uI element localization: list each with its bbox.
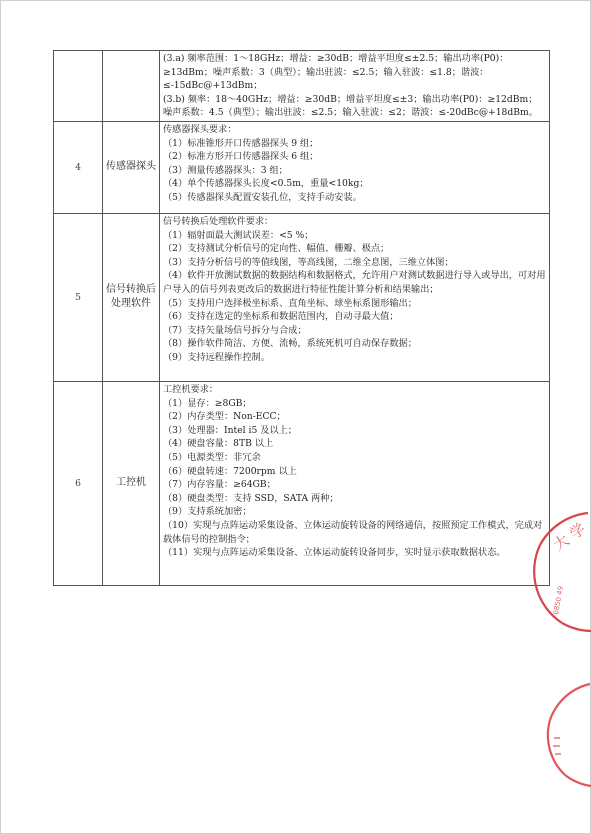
item-name: 工控机: [103, 381, 160, 585]
item-name: [103, 51, 160, 122]
table-row: [54, 51, 550, 122]
table-row: [54, 381, 550, 585]
requirement-line: （9）支持系统加密；: [163, 506, 252, 518]
requirement-line: （1）标准锥形开口传感器探头 9 组；: [163, 137, 319, 149]
row-number: [54, 51, 103, 122]
item-name: 信号转换后处理软件: [103, 213, 160, 381]
requirement-line: （6）支持在选定的坐标系和数据范围内，自动寻最大值；: [163, 311, 399, 323]
requirement-line: （3）测量传感器探头：3 组；: [163, 164, 288, 176]
item-name: 传感器探头: [103, 121, 160, 213]
spec-table-body: [54, 51, 550, 586]
requirement-line: （10）实现与点阵运动采集设备、立体运动旋转设备的网络通信，按照预定工作模式，完成对载体信号的控制指令；: [163, 519, 543, 545]
requirement-line: 信号转换后处理软件要求：: [163, 215, 274, 227]
requirement-line: （4）单个传感器探头长度<0.5m，重量<10kg；: [163, 178, 369, 190]
requirement-line: （2）内存类型：Non-ECC；: [163, 411, 286, 423]
spec-table: [53, 50, 550, 586]
requirement-line: （11）实现与点阵运动采集设备、立体运动旋转设备同步，实时显示获取数据状态。: [163, 547, 506, 559]
requirement-line: （8）操作软件简洁、方便、流畅，系统死机可自动保存数据；: [163, 338, 417, 350]
item-requirements: [160, 381, 550, 585]
requirement-line: （2）支持测试分析信号的定向性、幅值、栅瓣、极点；: [163, 243, 390, 255]
item-requirements: [160, 213, 550, 381]
requirement-line: （4）软件开放测试数据的数据结构和数据格式，允许用户对测试数据进行导入或导出，可对用户导入的信号列表更改后的数据进行特征性能计算分析和结果输出；: [163, 270, 546, 295]
requirement-line: （1）显存：≥8GB；: [163, 397, 252, 409]
requirement-line: （9）支持远程操作控制。: [163, 351, 270, 363]
requirement-line: （1）辐射面最大测试误差：<5 %；: [163, 229, 314, 241]
requirement-line: （7）内存容量：≥64GB；: [163, 479, 276, 491]
requirement-line: （7）支持矢量场信号拆分与合成；: [163, 324, 307, 336]
requirement-line: 传感器探头要求：: [163, 123, 237, 135]
item-requirements: [160, 51, 550, 122]
requirement-line: (3.b) 频率：18～40GHz；增益：≥30dB；增益平坦度≤±3；输出功率(P0)：≥12dBm；噪声系数：4.5（典型）；输出驻波：≤2.5；输入驻波：≤2；谐波：≤-20dBc@+18dBm。: [163, 93, 538, 119]
row-number: 6: [54, 381, 103, 585]
table-row: [54, 121, 550, 213]
seal-text: 大 学: [549, 519, 589, 555]
requirement-line: 工控机要求：: [163, 383, 219, 395]
requirement-line: (3.a) 频率范围：1～18GHz；增益：≥30dB；增益平坦度≤±2.5；输出功率(P0)：≥13dBm；噪声系数：3（典型）；输出驻波：≤2.5；输入驻波：≤1.8；谐波：≤-15dBc@+13dBm；: [163, 53, 509, 92]
requirement-line: （5）电源类型：非冗余: [163, 451, 261, 463]
row-number: 4: [54, 121, 103, 213]
requirement-line: （3）支持分析信号的等值线图，等高线图，二维全息图，三维立体图；: [163, 256, 454, 268]
item-requirements: [160, 121, 550, 213]
row-number: 5: [54, 213, 103, 381]
requirement-line: （3）处理器：Intel i5 及以上；: [163, 424, 297, 436]
seal-serial: 0850 49: [552, 585, 565, 616]
requirement-line: （5）支持用户选择极坐标系、直角坐标、球坐标系图形输出；: [163, 297, 417, 309]
requirement-line: （2）标准方形开口传感器探头 6 组；: [163, 151, 319, 163]
requirement-line: （8）硬盘类型：支持 SSD，SATA 两种；: [163, 492, 339, 504]
table-row: [54, 213, 550, 381]
requirement-line: （4）硬盘容量：8TB 以上: [163, 438, 274, 450]
requirement-line: （5）传感器探头配置安装孔位，支持手动安装。: [163, 191, 362, 203]
requirement-line: （6）硬盘转速：7200rpm 以上: [163, 465, 297, 477]
